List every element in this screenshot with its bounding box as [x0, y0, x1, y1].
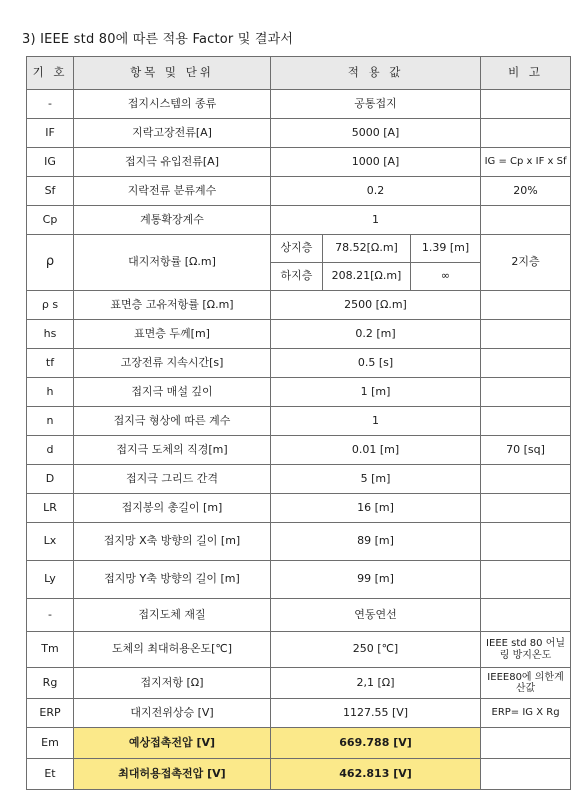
value-cell: 5 [m] [271, 465, 481, 494]
symbol-cell: Ly [27, 561, 74, 599]
table-row [27, 206, 571, 235]
symbol-cell: Lx [27, 523, 74, 561]
value-cell: 1 [271, 206, 481, 235]
symbol-cell: ρ s [27, 291, 74, 320]
item-cell: 대지전위상승 [V] [74, 699, 271, 728]
value-cell: 208.21[Ω.m] [323, 263, 411, 291]
table-row [27, 90, 571, 119]
symbol-cell: - [27, 599, 74, 632]
item-cell: 지락고장전류[A] [74, 119, 271, 148]
item-cell: 접지저항 [Ω] [74, 668, 271, 699]
note-cell [481, 407, 571, 436]
item-cell: 접지극 매설 깊이 [74, 378, 271, 407]
table-header-row [27, 57, 571, 90]
note-cell [481, 465, 571, 494]
table-row [27, 728, 571, 759]
item-cell: 접지망 X축 방향의 길이 [m] [74, 523, 271, 561]
item-cell: 접지봉의 총길이 [m] [74, 494, 271, 523]
item-cell: 표면층 고유저항률 [Ω.m] [74, 291, 271, 320]
table-row [27, 177, 571, 206]
symbol-cell: IG [27, 148, 74, 177]
depth-cell: 1.39 [m] [411, 235, 481, 263]
table-row [27, 523, 571, 561]
layer-cell: 상지층 [271, 235, 323, 263]
value-cell: 0.01 [m] [271, 436, 481, 465]
value-cell: 462.813 [V] [271, 759, 481, 790]
value-cell: 0.5 [s] [271, 349, 481, 378]
symbol-cell: n [27, 407, 74, 436]
value-cell: 0.2 [m] [271, 320, 481, 349]
item-cell: 도체의 최대허용온도[℃] [74, 632, 271, 668]
symbol-cell: hs [27, 320, 74, 349]
item-cell: 예상접촉전압 [V] [74, 728, 271, 759]
table-row [27, 561, 571, 599]
symbol-cell: Et [27, 759, 74, 790]
note-cell [481, 523, 571, 561]
table-row [27, 407, 571, 436]
note-cell [481, 206, 571, 235]
note-cell: 70 [sq] [481, 436, 571, 465]
layer-cell: 하지층 [271, 263, 323, 291]
note-cell [481, 90, 571, 119]
header-value: 적 용 값 [271, 57, 481, 90]
symbol-cell: Cp [27, 206, 74, 235]
symbol-cell: ERP [27, 699, 74, 728]
symbol-cell: Tm [27, 632, 74, 668]
note-cell: IEEE std 80 어닐링 방지온도 [481, 632, 571, 668]
note-cell: IG = Cp x IF x Sf [481, 148, 571, 177]
value-cell: 250 [℃] [271, 632, 481, 668]
table-row [27, 148, 571, 177]
note-cell [481, 119, 571, 148]
note-cell: 2지층 [481, 235, 571, 291]
value-cell: 669.788 [V] [271, 728, 481, 759]
item-cell: 표면층 두께[m] [74, 320, 271, 349]
item-cell: 계통확장계수 [74, 206, 271, 235]
table-row [27, 320, 571, 349]
item-cell: 접지극 도체의 직경[m] [74, 436, 271, 465]
table-row [27, 494, 571, 523]
depth-cell: ∞ [411, 263, 481, 291]
table-row [27, 699, 571, 728]
symbol-cell: D [27, 465, 74, 494]
value-cell: 16 [m] [271, 494, 481, 523]
value-cell: 99 [m] [271, 561, 481, 599]
item-cell: 최대허용접촉전압 [V] [74, 759, 271, 790]
header-symbol: 기 호 [27, 57, 74, 90]
note-cell [481, 494, 571, 523]
value-cell: 89 [m] [271, 523, 481, 561]
symbol-cell: IF [27, 119, 74, 148]
symbol-cell: Rg [27, 668, 74, 699]
note-cell [481, 561, 571, 599]
item-cell: 접지도체 재질 [74, 599, 271, 632]
symbol-cell: tf [27, 349, 74, 378]
note-cell [481, 291, 571, 320]
table-row [27, 632, 571, 668]
symbol-cell: Sf [27, 177, 74, 206]
value-cell: 연동연선 [271, 599, 481, 632]
note-cell [481, 378, 571, 407]
table-row [27, 465, 571, 494]
symbol-cell: h [27, 378, 74, 407]
note-cell: IEEE80에 의한계산값 [481, 668, 571, 699]
note-cell: 20% [481, 177, 571, 206]
document-title: 3) IEEE std 80에 따른 적용 Factor 및 결과서 [22, 32, 294, 47]
table-row [27, 235, 571, 263]
symbol-cell: Em [27, 728, 74, 759]
note-cell [481, 320, 571, 349]
table-row [27, 349, 571, 378]
item-cell: 접지시스템의 종류 [74, 90, 271, 119]
note-cell [481, 728, 571, 759]
value-cell: 0.2 [271, 177, 481, 206]
item-cell: 접지극 유입전류[A] [74, 148, 271, 177]
item-cell: 고장전류 지속시간[s] [74, 349, 271, 378]
value-cell: 5000 [A] [271, 119, 481, 148]
table-row [27, 291, 571, 320]
factor-table [26, 56, 571, 790]
note-cell [481, 599, 571, 632]
value-cell: 78.52[Ω.m] [323, 235, 411, 263]
value-cell: 1 [271, 407, 481, 436]
note-cell [481, 759, 571, 790]
header-item: 항목 및 단위 [74, 57, 271, 90]
value-cell: 1127.55 [V] [271, 699, 481, 728]
value-cell: 1 [m] [271, 378, 481, 407]
table-row [27, 759, 571, 790]
table-row [27, 119, 571, 148]
table-row [27, 436, 571, 465]
symbol-cell: ρ [27, 235, 74, 291]
note-cell [481, 349, 571, 378]
item-cell: 접지극 그리드 간격 [74, 465, 271, 494]
note-cell: ERP= IG X Rg [481, 699, 571, 728]
value-cell: 공통접지 [271, 90, 481, 119]
item-cell: 접지망 Y축 방향의 길이 [m] [74, 561, 271, 599]
table-row [27, 668, 571, 699]
value-cell: 2500 [Ω.m] [271, 291, 481, 320]
symbol-cell: d [27, 436, 74, 465]
item-cell: 대지저항률 [Ω.m] [74, 235, 271, 291]
item-cell: 지락전류 분류계수 [74, 177, 271, 206]
value-cell: 1000 [A] [271, 148, 481, 177]
symbol-cell: LR [27, 494, 74, 523]
item-cell: 접지극 형상에 따른 계수 [74, 407, 271, 436]
table-row [27, 378, 571, 407]
value-cell: 2,1 [Ω] [271, 668, 481, 699]
header-note: 비 고 [481, 57, 571, 90]
symbol-cell: - [27, 90, 74, 119]
table-row [27, 599, 571, 632]
